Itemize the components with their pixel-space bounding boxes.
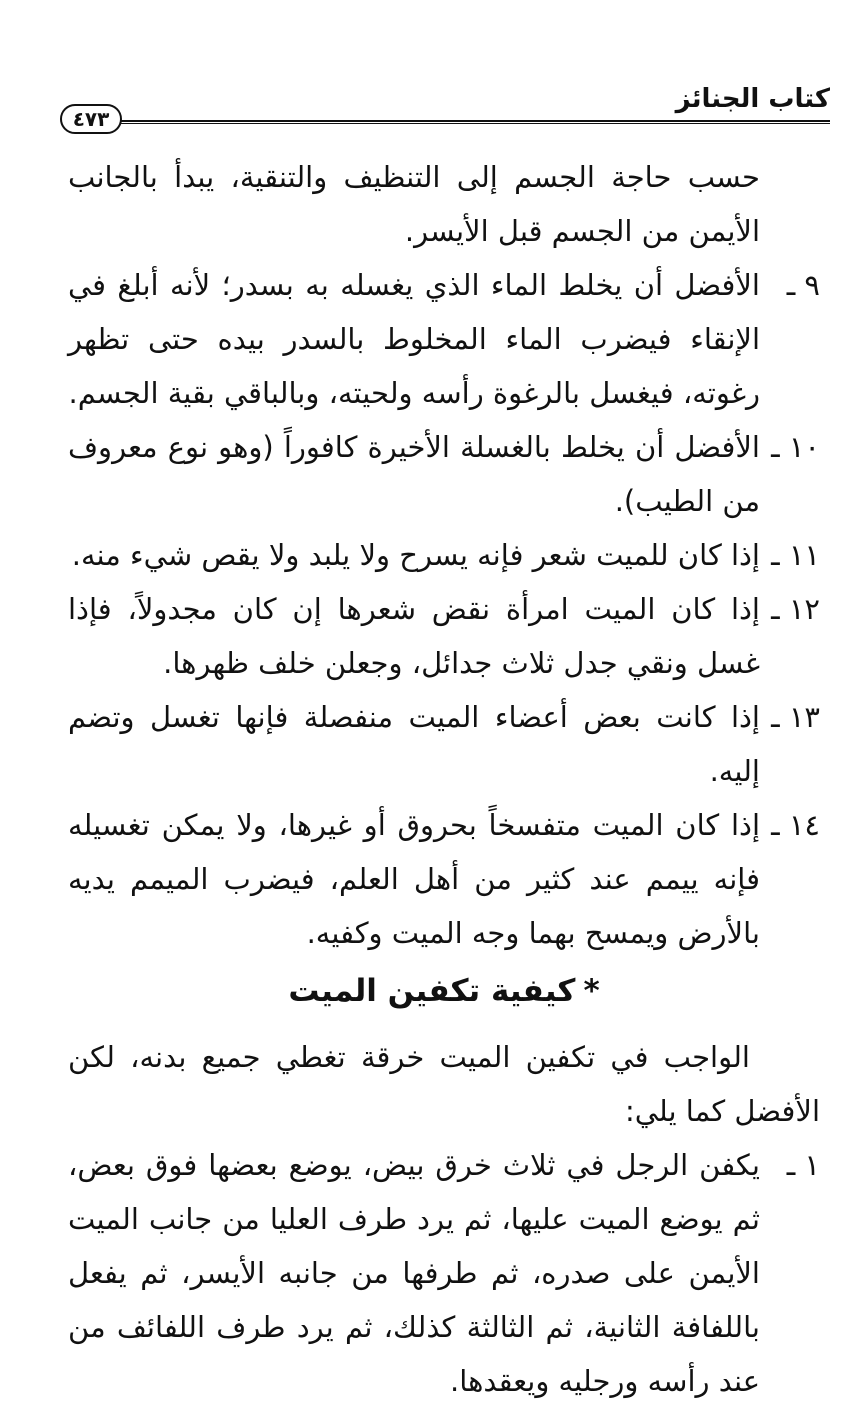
item-number: ١١ ـ: [771, 538, 820, 572]
item-number: ١ ـ: [786, 1148, 820, 1182]
item-text: إذا كان الميت متفسخاً بحروق أو غيرها، ولا يمكن تغسيله فإنه ييمم عند كثير من أهل العلم، فيضرب الميمم يديه بالأرض ويمسح بهما وجه الميت وكفيه.: [68, 808, 760, 950]
running-header: [60, 84, 830, 136]
list-item: [68, 258, 820, 420]
item-text: يكفن الرجل في ثلاث خرق بيض، يوضع بعضها فوق بعض، ثم يوضع الميت عليها، ثم يرد طرف العليا من جانب الميت الأيمن على صدره، ثم طرفها من جانبه الأيسر، ثم يفعل باللفافة الثانية، ثم الثالثة كذلك، ثم يرد طرف اللفائف من عند رأسه ورجليه ويعقدها.: [68, 1148, 760, 1398]
item-number: ١٣ ـ: [771, 700, 820, 734]
chapter-title: كتاب الجنائز: [675, 84, 830, 114]
item-number: ١٠ ـ: [771, 430, 820, 464]
list-item: [68, 798, 820, 960]
continuation-paragraph: حسب حاجة الجسم إلى التنظيف والتنقية، يبدأ بالجانب الأيمن من الجسم قبل الأيسر.: [68, 160, 760, 248]
section-intro: الواجب في تكفين الميت خرقة تغطي جميع بدنه، لكن الأفضل كما يلي:: [68, 1040, 820, 1128]
item-text: إذا كان الميت امرأة نقض شعرها إن كان مجدولاً، فإذا غسل ونقي جدل ثلاث جدائل، وجعلن خلف ظهرها.: [68, 592, 760, 680]
page-number: ٤٧٣: [60, 104, 122, 134]
section-heading: [68, 964, 820, 1018]
item-text: إذا كان للميت شعر فإنه يسرح ولا يلبد ولا يقص شيء منه.: [71, 538, 760, 572]
star-icon: *: [583, 973, 600, 1009]
item-number: ١٢ ـ: [771, 592, 820, 626]
section-heading-text: كيفية تكفين الميت: [288, 973, 576, 1009]
item-text: الأفضل أن يخلط بالغسلة الأخيرة كافوراً (وهو نوع معروف من الطيب).: [68, 430, 760, 518]
list-item: [68, 1138, 820, 1408]
list-item: [68, 582, 820, 690]
page-body: [68, 150, 820, 1408]
header-rule: [116, 120, 830, 124]
list-item: [68, 690, 820, 798]
item-number: ١٤ ـ: [771, 808, 820, 842]
item-text: إذا كانت بعض أعضاء الميت منفصلة فإنها تغسل وتضم إليه.: [68, 700, 760, 788]
item-text: الأفضل أن يخلط الماء الذي يغسله به بسدر؛ لأنه أبلغ في الإنقاء فيضرب الماء المخلوط بالسدر بيده حتى تظهر رغوته، فيغسل بالرغوة رأسه ولحيته، وبالباقي بقية الجسم.: [68, 268, 760, 410]
list-item: [68, 420, 820, 528]
item-number: ٩ ـ: [786, 268, 820, 302]
list-item: [68, 528, 820, 582]
